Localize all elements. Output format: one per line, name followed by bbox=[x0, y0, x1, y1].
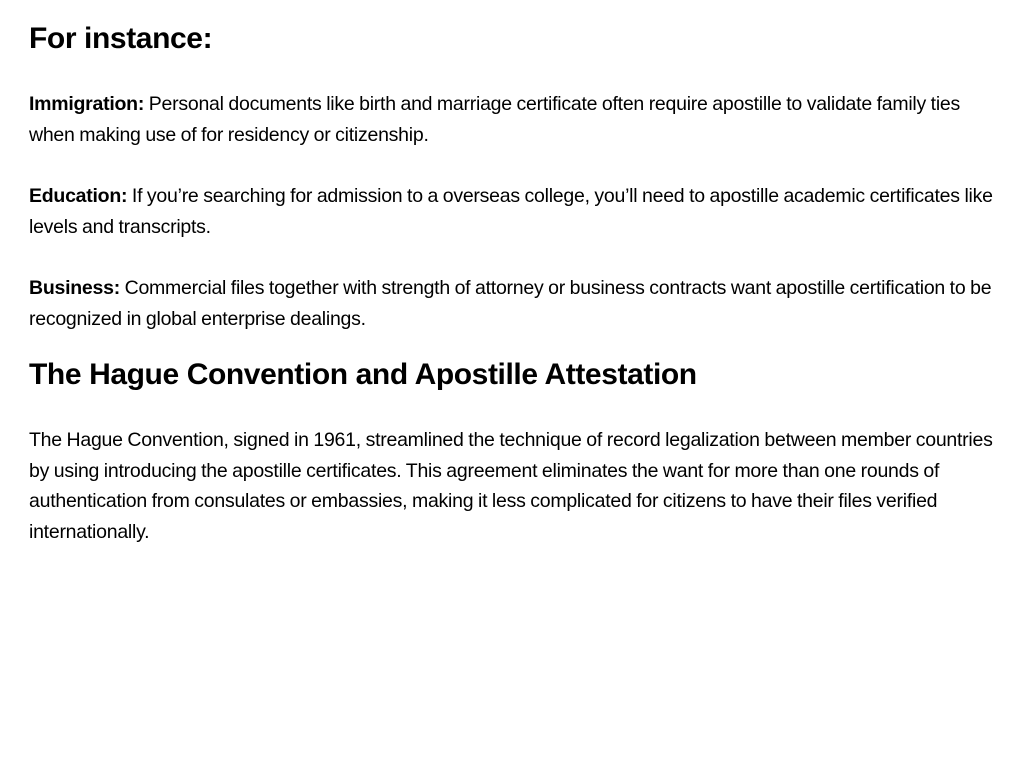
business-text: Commercial files together with strength of attorney or business contracts want apostille certification to be recognized in global enterprise dealings. bbox=[29, 277, 992, 330]
immigration-paragraph bbox=[29, 89, 994, 150]
business-label: Business: bbox=[29, 277, 120, 299]
heading-for-instance: For instance: bbox=[29, 22, 213, 55]
business-paragraph bbox=[29, 273, 994, 334]
immigration-text: Personal documents like birth and marriage certificate often require apostille to validate family ties when making use of for residency or citizenship. bbox=[29, 93, 961, 146]
hague-convention-paragraph: The Hague Convention, signed in 1961, streamlined the technique of record legalization between member countries by using introducing the apostille certificates. This agreement eliminates the want for more than one rounds of authentication from consulates or embassies, making it less complicated for citizens to have their files verified internationally. bbox=[29, 429, 993, 543]
education-text: If you’re searching for admission to a overseas college, you’ll need to apostille academic certificates like levels and transcripts. bbox=[29, 185, 993, 238]
education-label: Education: bbox=[29, 185, 128, 207]
immigration-label: Immigration: bbox=[29, 93, 145, 115]
education-paragraph bbox=[29, 181, 994, 242]
heading-hague-convention: The Hague Convention and Apostille Attestation bbox=[29, 358, 697, 391]
